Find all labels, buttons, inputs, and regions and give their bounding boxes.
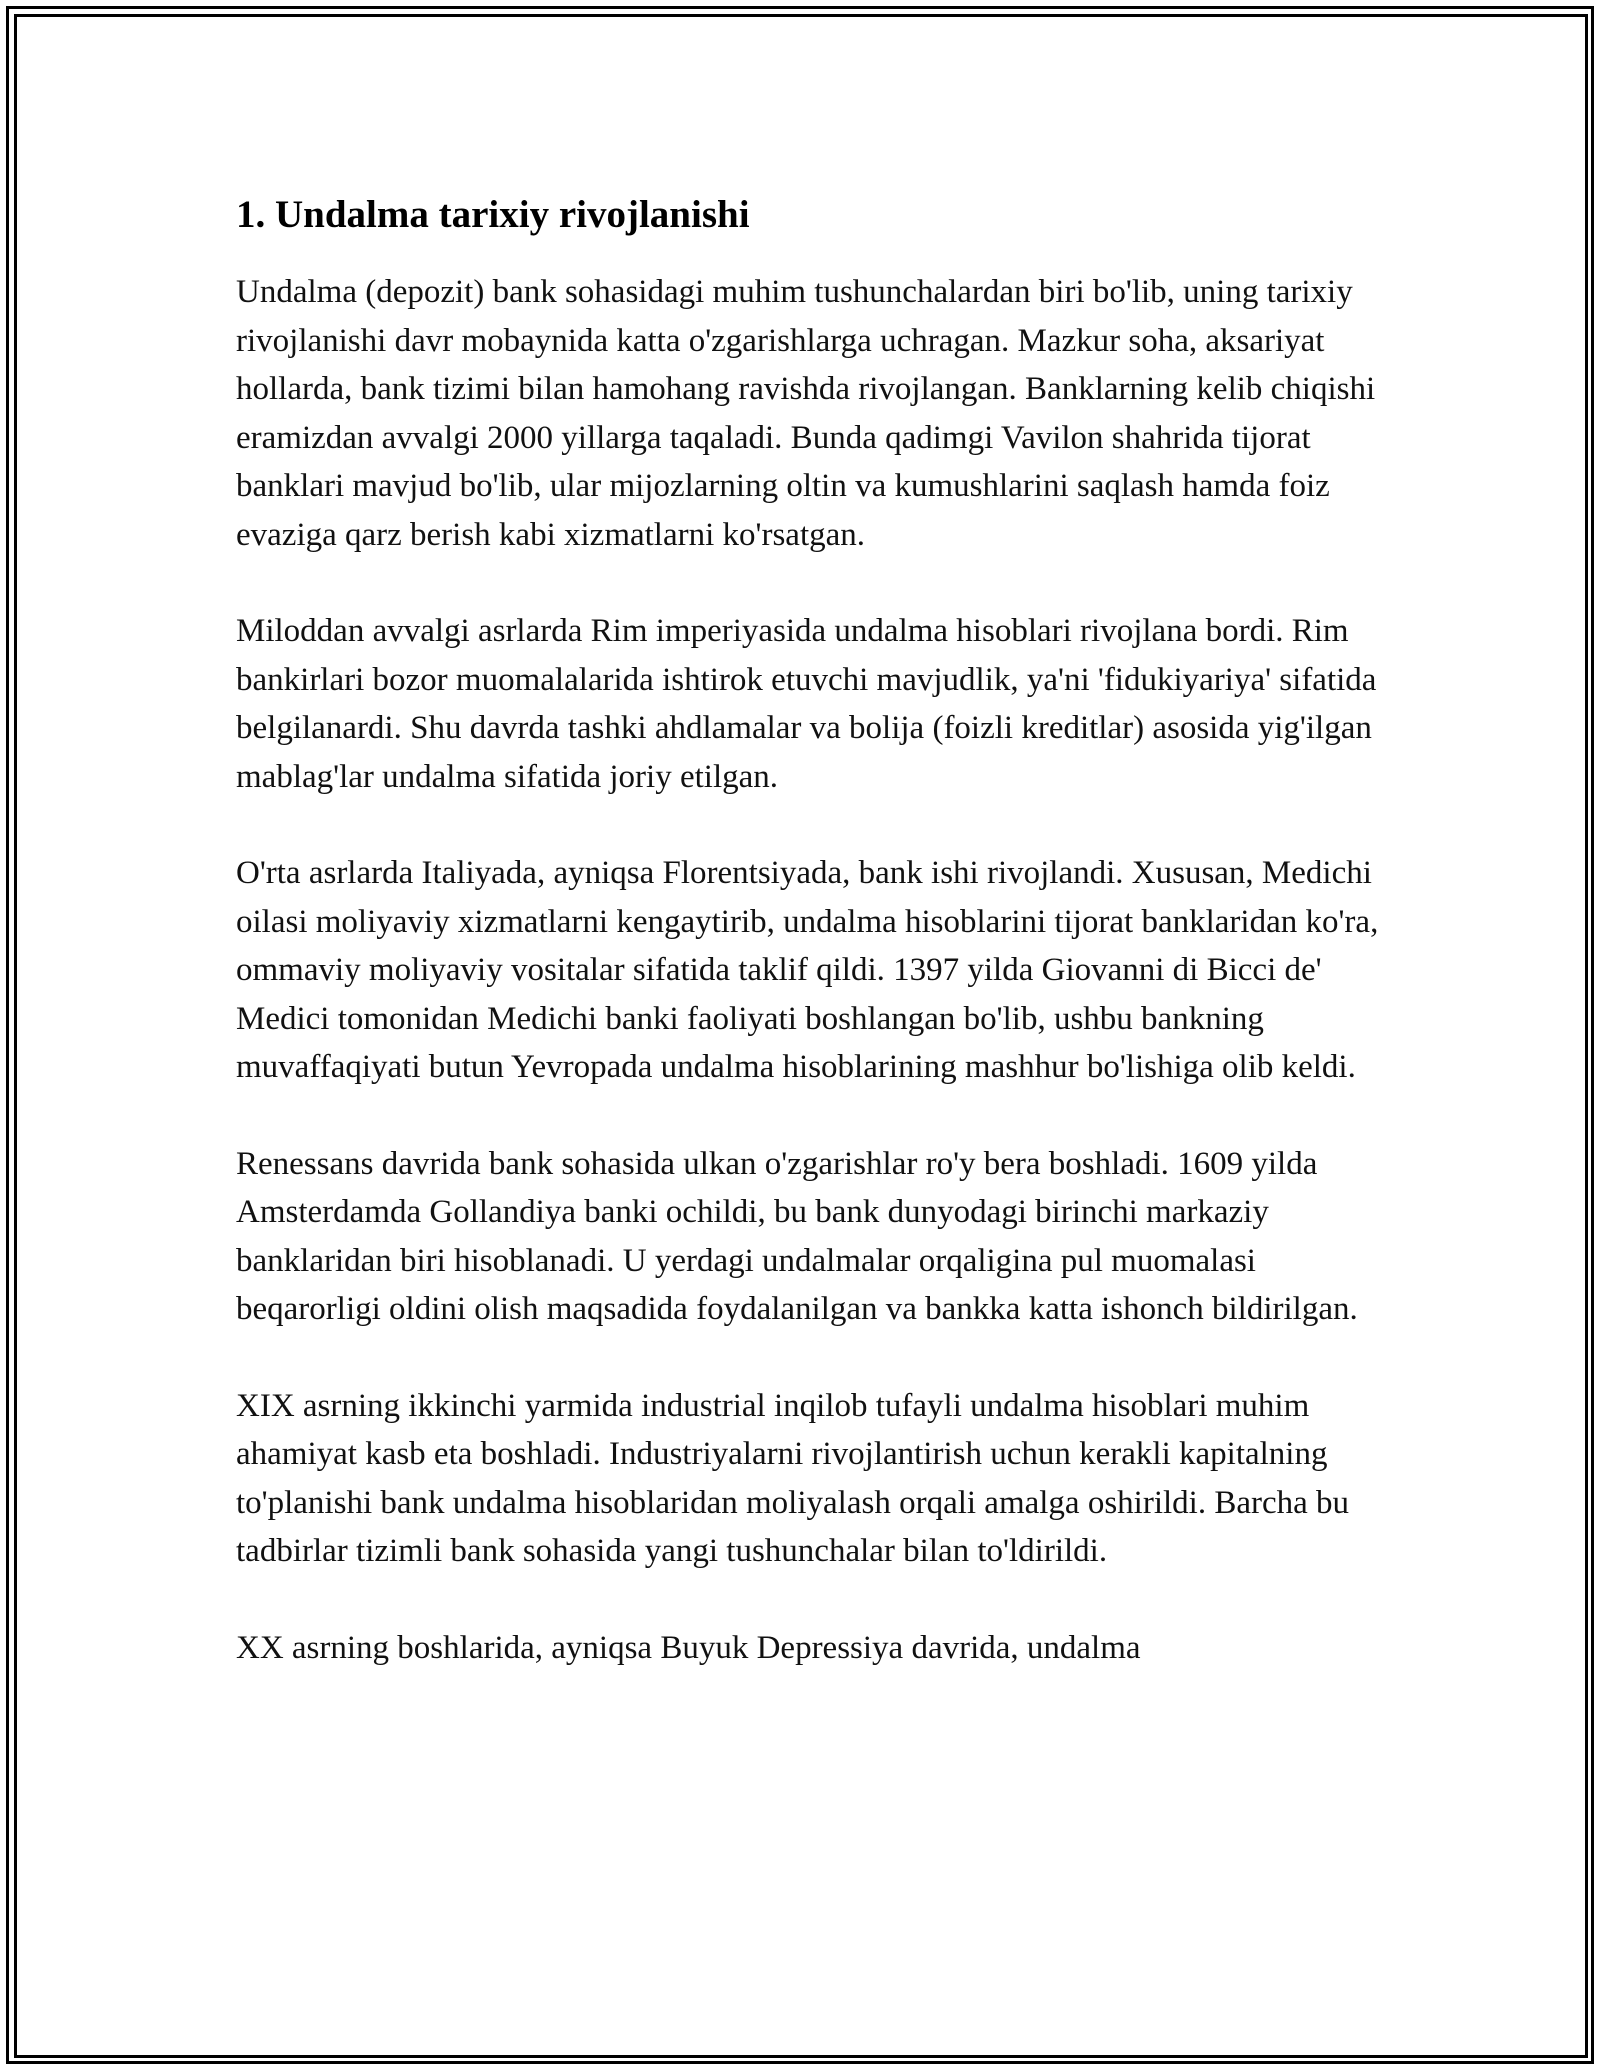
paragraph-2: Miloddan avvalgi asrlarda Rim imperiyasida undalma hisoblari rivojlana bordi. Rim bankirlari bozor muomalalarida ishtirok etuvchi mavjudlik, ya'ni 'fidukiyariya' sifatida belgilanardi. Shu davrda tashki ahdlamalar va bolija (foizli kreditlar) asosida yig'ilgan mablag'lar undalma sifatida joriy etilgan. [236,613,1377,795]
paragraph-4: Renessans davrida bank sohasida ulkan o'zgarishlar ro'y bera boshladi. 1609 yilda Amsterdamda Gollandiya banki ochildi, bu bank dunyodagi birinchi markaziy banklaridan biri hisoblanadi. U yerdagi undalmalar orqaligina pul muomalasi beqarorligi oldini olish maqsadida foydalanilgan va bankka katta ishonch bildirilgan. [236,1145,1358,1327]
section-heading: 1. Undalma tarixiy rivojlanishi [236,193,750,236]
paragraph-5: XIX asrning ikkinchi yarmida industrial inqilob tufayli undalma hisoblari muhim ahamiyat kasb eta boshladi. Industriyalarni rivojlantirish uchun kerakli kapitalning to'planishi bank undalma hisoblaridan moliyalash orqali amalga oshirildi. Barcha bu tadbirlar tizimli bank sohasida yangi tushunchalar bilan to'ldirildi. [236,1387,1350,1569]
document-body [236,190,1386,1720]
paragraph-6: XX asrning boshlarida, ayniqsa Buyuk Depressiya davrida, undalma [236,1629,1141,1666]
paragraph-1: Undalma (depozit) bank sohasidagi muhim tushunchalardan biri bo'lib, uning tarixiy rivojlanishi davr mobaynida katta o'zgarishlarga uchragan. Mazkur soha, aksariyat hollarda, bank tizimi bilan hamohang ravishda rivojlangan. Banklarning kelib chiqishi eramizdan avvalgi 2000 yillarga taqaladi. Bunda qadimgi Vavilon shahrida tijorat banklari mavjud bo'lib, ular mijozlarning oltin va kumushlarini saqlash hamda foiz evaziga qarz berish kabi xizmatlarni ko'rsatgan. [236,274,1376,553]
paragraph-3: O'rta asrlarda Italiyada, ayniqsa Florentsiyada, bank ishi rivojlandi. Xususan, Medichi oilasi moliyaviy xizmatlarni kengaytirib, undalma hisoblarini tijorat banklaridan ko'ra, ommaviy moliyaviy vositalar sifatida taklif qildi. 1397 yilda Giovanni di Bicci de' Medici tomonidan Medichi banki faoliyati boshlangan bo'lib, ushbu bankning muvaffaqiyati butun Yevropada undalma hisoblarining mashhur bo'lishiga olib keldi. [236,855,1379,1085]
